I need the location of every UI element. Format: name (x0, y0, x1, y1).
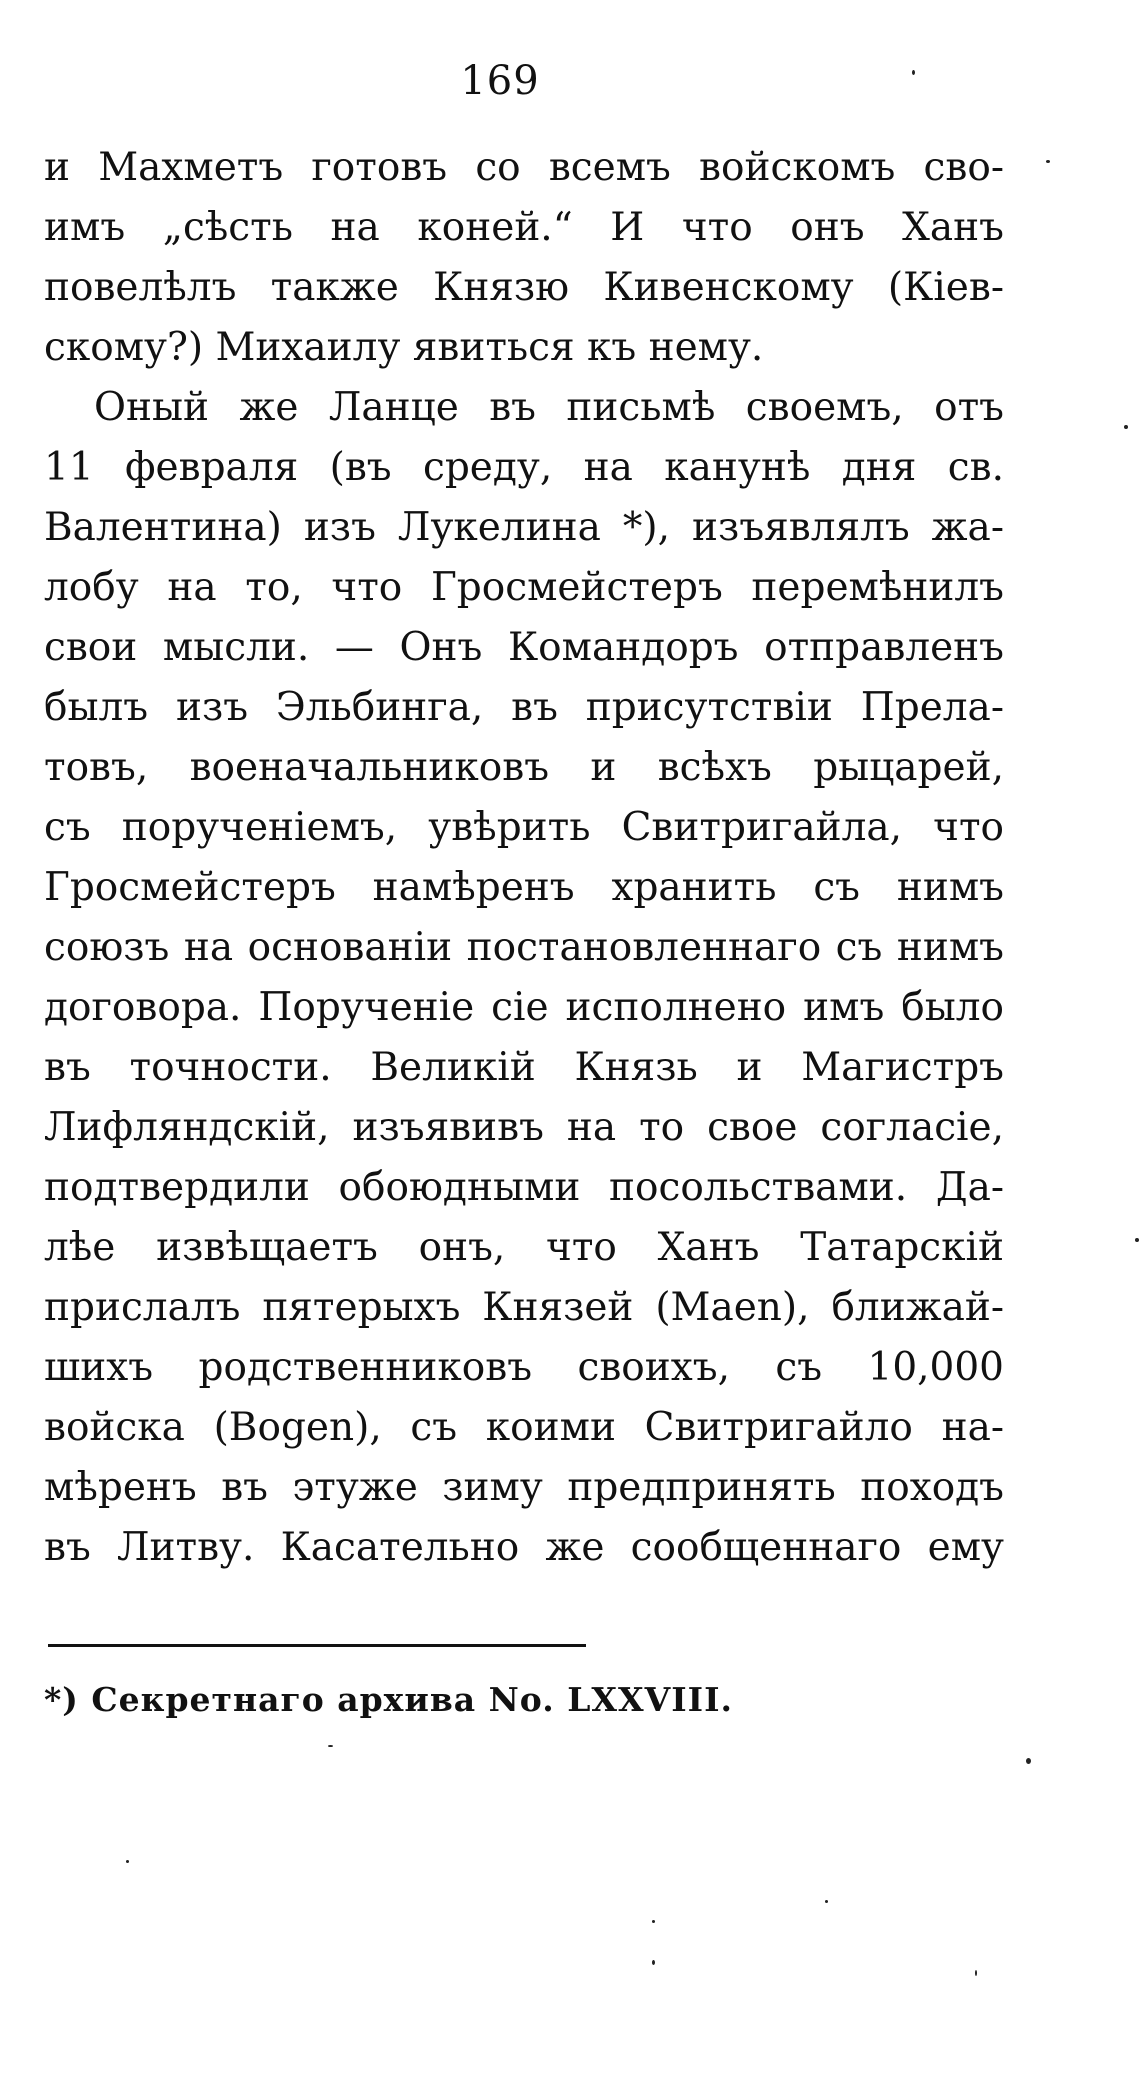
text-line: имъ „сѣсть на коней.“ И что онъ Ханъ (44, 205, 1004, 250)
scan-speck (1124, 425, 1128, 429)
text-line: свои мысли. — Онъ Командоръ отправленъ (44, 625, 1004, 670)
scan-speck (825, 1900, 828, 1903)
scan-speck (1026, 1758, 1031, 1764)
text-line: шихъ родственниковъ своихъ, съ 10,000 (44, 1345, 1004, 1390)
text-line: въ точности. Великiй Князь и Магистръ (44, 1045, 1004, 1090)
text-line: лѣе извѣщаетъ онъ, что Ханъ Татарскiй (44, 1225, 1004, 1270)
text-line: мѣренъ въ этуже зиму предпринять походъ (44, 1465, 1004, 1510)
body-text (44, 138, 1004, 1578)
text-line: прислалъ пятерыхъ Князей (Maen), ближай- (44, 1285, 1004, 1330)
footnote-rule (48, 1644, 586, 1647)
text-line: войска (Bogen), съ коими Свитригайло на- (44, 1405, 1004, 1450)
text-line: повелѣлъ также Князю Кивенскому (Кiев- (44, 265, 1004, 310)
text-line: и Махметъ готовъ со всемъ войскомъ сво- (44, 145, 1004, 190)
text-line: подтвердили обоюдными посольствами. Да- (44, 1165, 1004, 1210)
text-line: 11 февраля (въ среду, на канунѣ дня св. (44, 445, 1004, 490)
text-line: договора. Порученiе сiе исполнено имъ было (44, 985, 1004, 1030)
text-line: лобу на то, что Гросмейстеръ перемѣнилъ (44, 565, 1004, 610)
scan-speck (328, 1745, 333, 1747)
text-line: товъ, военачальниковъ и всѣхъ рыцарей, (44, 745, 1004, 790)
text-line: Лифляндскiй, изъявивъ на то свое согласiе, (44, 1105, 1004, 1150)
page-number: 169 (460, 58, 540, 104)
text-line: въ Литву. Касательно же сообщеннаго ему (44, 1525, 1004, 1570)
scan-speck (975, 1970, 977, 1976)
text-line: Оный же Ланце въ письмѣ своемъ, отъ (94, 385, 1004, 430)
scan-speck (1135, 1238, 1139, 1242)
scan-speck (1046, 160, 1050, 163)
scan-speck (912, 70, 915, 75)
text-line: союзъ на основанiи постановленнаго съ нимъ (44, 925, 1004, 970)
scan-speck (652, 1920, 655, 1923)
footnote: *) Секретнаго архива No. LXXVIII. (44, 1680, 734, 1719)
text-line: скому?) Михаилу явиться къ нему. (44, 325, 764, 370)
text-line: Гросмейстеръ намѣренъ хранить съ нимъ (44, 865, 1004, 910)
text-line: съ порученiемъ, увѣрить Свитригайла, что (44, 805, 1004, 850)
scan-speck (126, 1860, 129, 1863)
text-line: былъ изъ Эльбинга, въ присутствiи Прела- (44, 685, 1004, 730)
text-line: Валентина) изъ Лукелина *), изъявлялъ жа- (44, 505, 1004, 550)
scan-speck (652, 1960, 655, 1965)
